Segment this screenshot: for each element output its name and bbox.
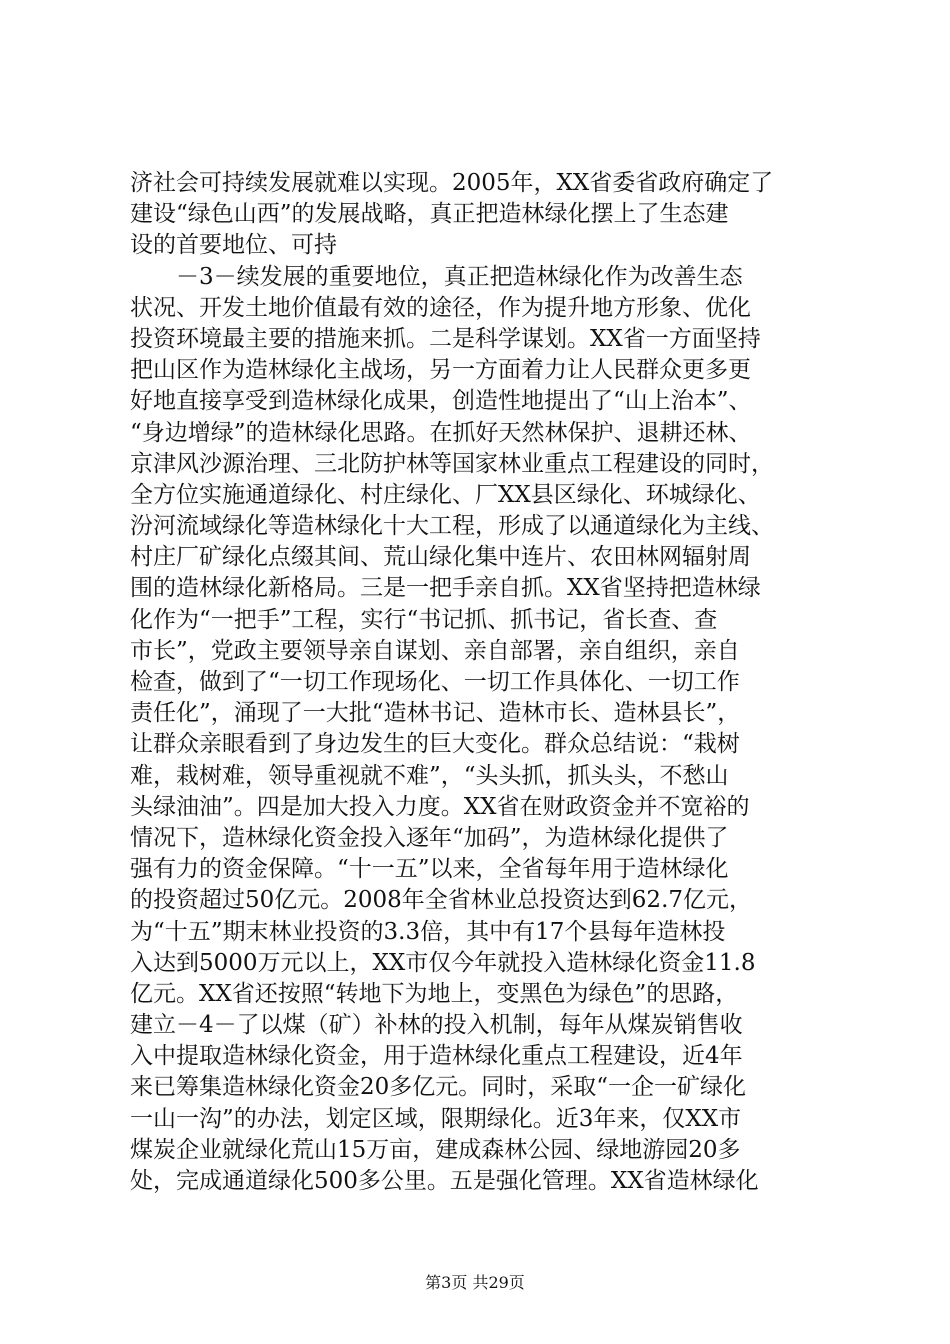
text-line: 责任化”，涌现了一大批“造林书记、造林市长、造林县长”， xyxy=(130,700,741,727)
text-line: 煤炭企业就绿化荒山15万亩，建成森林公园、绿地游园20多 xyxy=(130,1136,741,1163)
text-line: “身边增绿”的造林绿化思路。在抓好天然林保护、退耕还林、 xyxy=(130,419,752,446)
text-line: 让群众亲眼看到了身边发生的巨大变化。群众总结说：“栽树 xyxy=(130,731,740,758)
text-line: 入达到5000万元以上，XX市仅今年就投入造林绿化资金11.8 xyxy=(130,949,756,976)
text-line: 状况、开发土地价值最有效的途径，作为提升地方形象、优化 xyxy=(130,294,751,321)
text-line: 来已筹集造林绿化资金20多亿元。同时，采取“一企一矿绿化 xyxy=(130,1074,747,1101)
text-line: 化作为“一把手”工程，实行“书记抓、抓书记，省长查、查 xyxy=(130,606,718,633)
text-line: 设的首要地位、可持 xyxy=(130,232,337,259)
text-line: 亿元。XX省还按照“转地下为地上，变黑色为绿色”的思路， xyxy=(130,980,739,1007)
text-line: 全方位实施通道绿化、村庄绿化、厂XX县区绿化、环城绿化、 xyxy=(130,481,761,508)
text-line: 村庄厂矿绿化点缀其间、荒山绿化集中连片、农田林网辐射周 xyxy=(130,544,751,571)
text-line: 难，栽树难，领导重视就不难”，“头头抓，抓头头，不愁山 xyxy=(130,762,729,789)
text-line: 头绿油油”。四是加大投入力度。XX省在财政资金并不宽裕的 xyxy=(130,793,750,820)
text-line: 强有力的资金保障。“十一五”以来，全省每年用于造林绿化 xyxy=(130,856,729,883)
text-line: 汾河流域绿化等造林绿化十大工程，形成了以通道绿化为主线、 xyxy=(130,513,774,540)
text-line: －3－续发展的重要地位，真正把造林绿化作为改善生态 xyxy=(130,263,743,290)
text-line: 入中提取造林绿化资金，用于造林绿化重点工程建设，近4年 xyxy=(130,1043,743,1070)
page-footer: 第3页 共29页 xyxy=(425,1273,525,1292)
text-line: 为“十五”期末林业投资的3.3倍，其中有17个县每年造林投 xyxy=(130,918,726,945)
text-line: 建设“绿色山西”的发展战略，真正把造林绿化摆上了生态建 xyxy=(130,201,729,228)
text-line: 市长”，党政主要领导亲自谋划、亲自部署，亲自组织，亲自 xyxy=(130,637,740,664)
text-line: 的投资超过50亿元。2008年全省林业总投资达到62.7亿元， xyxy=(130,887,753,914)
text-line: 投资环境最主要的措施来抓。二是科学谋划。XX省一方面坚持 xyxy=(130,325,761,352)
text-line: 一山一沟”的办法，划定区域，限期绿化。近3年来，仅XX市 xyxy=(130,1105,742,1132)
text-line: 济社会可持续发展就难以实现。2005年，XX省委省政府确定了 xyxy=(130,170,774,196)
body-text xyxy=(130,168,830,1197)
text-line: 检查，做到了“一切工作现场化、一切工作具体化、一切工作 xyxy=(130,669,740,695)
text-line: 围的造林绿化新格局。三是一把手亲自抓。XX省坚持把造林绿 xyxy=(130,575,761,602)
text-line: 好地直接享受到造林绿化成果，创造性地提出了“山上治本”、 xyxy=(130,388,752,415)
text-line: 处，完成通道绿化500多公里。五是强化管理。XX省造林绿化 xyxy=(130,1168,759,1194)
text-line: 建立－4－了以煤（矿）补林的投入机制，每年从煤炭销售收 xyxy=(130,1012,743,1039)
text-line: 情况下，造林绿化资金投入逐年“加码”，为造林绿化提供了 xyxy=(130,824,729,851)
text-line: 把山区作为造林绿化主战场，另一方面着力让人民群众更多更 xyxy=(130,357,751,384)
text-line: 京津风沙源治理、三北防护林等国家林业重点工程建设的同时， xyxy=(130,450,774,477)
